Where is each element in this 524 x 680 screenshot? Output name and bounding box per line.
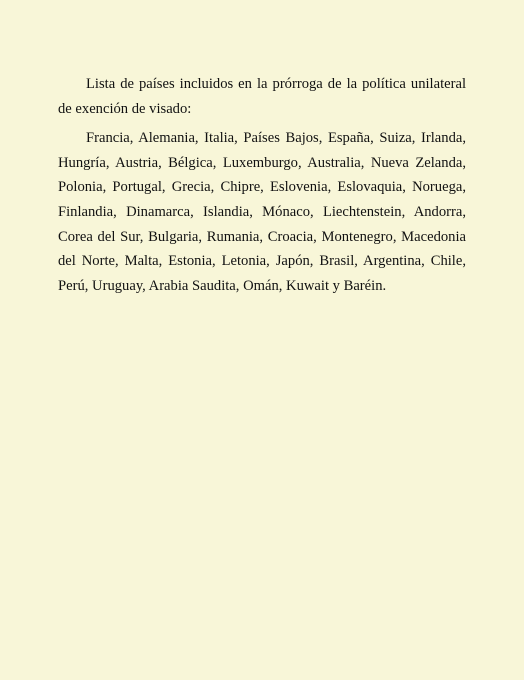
- document-body: [58, 72, 466, 298]
- intro-paragraph: Lista de países incluidos en la prórroga de la política unilateral de exención de visado:: [58, 76, 466, 117]
- country-list-paragraph: Francia, Alemania, Italia, Países Bajos, España, Suiza, Irlanda, Hungría, Austria, Bélgica, Luxemburgo, Australia, Nueva Zelanda, Polonia, Portugal, Grecia, Chipre, Eslovenia, Eslovaquia, Noruega, Finlandia, Dinamarca, Islandia, Mónaco, Liechtenstein, Andorra, Corea del Sur, Bulgaria, Rumania, Croacia, Montenegro, Macedonia del Norte, Malta, Estonia, Letonia, Japón, Brasil, Argentina, Chile, Perú, Uruguay, Arabia Saudita, Omán, Kuwait y Baréin.: [58, 130, 466, 294]
